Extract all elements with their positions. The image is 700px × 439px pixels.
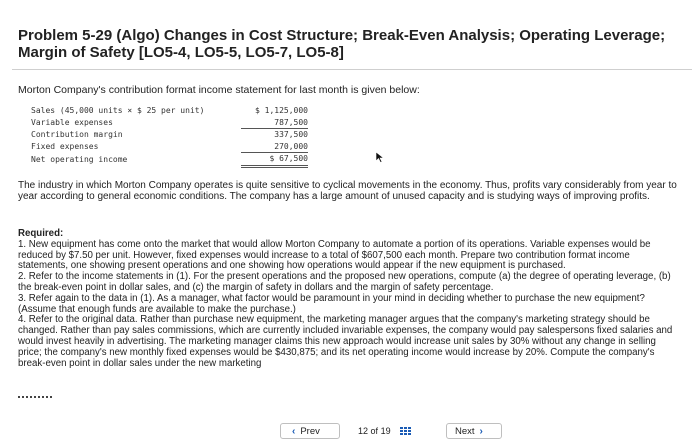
total-pages: 19: [380, 426, 391, 436]
row-label: Sales (45,000 units × $ 25 per unit): [31, 106, 205, 115]
problem-description: The industry in which Morton Company operates is quite sensitive to cyclical movements in the economy. Thus, profits vary considerably from year to year according to general economic conditions. The company has a large amount of unused capacity and is studying ways of improving profits.: [18, 180, 677, 203]
prev-button[interactable]: [280, 423, 340, 439]
next-label: Next: [455, 425, 475, 437]
divider: [12, 69, 692, 70]
statement-row-variable-expenses: [31, 117, 308, 129]
row-label: Contribution margin: [31, 129, 123, 139]
grid-icon[interactable]: [400, 427, 411, 435]
statement-row-fixed-expenses: [31, 141, 308, 153]
row-amount: 270,000: [241, 141, 308, 153]
row-amount: $ 67,500: [241, 153, 308, 167]
row-label: Fixed expenses: [31, 141, 99, 151]
mouse-pointer-icon: [375, 150, 385, 168]
of-label: of: [370, 426, 379, 436]
row-amount: 337,500: [274, 130, 308, 139]
row-label: Net operating income: [31, 154, 128, 164]
current-page: 12: [358, 426, 369, 436]
row-amount: 787,500: [241, 117, 308, 129]
statement-intro: Morton Company's contribution format income statement for last month is given below:: [18, 84, 420, 96]
required-section: [18, 229, 682, 369]
income-statement: [31, 105, 308, 168]
statement-row-net-operating-income: [31, 153, 308, 167]
chevron-right-icon: ›: [479, 425, 483, 437]
required-heading: Required:: [18, 228, 64, 239]
statement-row-contribution-margin: [31, 129, 308, 141]
prev-label: Prev: [300, 425, 320, 437]
required-item-1: 1. New equipment has come onto the market that would allow Morton Company to automate a portion of its operations. Variable expenses would be reduced by $7.50 per unit. However, fixed expenses would increase to a total of $607,500 each month. Prepare two contribution format income statements, one showing present operations and one showing how operations would appear if the new equipment is purchased.: [18, 238, 651, 272]
statement-row-sales: [31, 105, 308, 117]
problem-title: Problem 5-29 (Algo) Changes in Cost Structure; Break-Even Analysis; Operating Leverage; Margin of Safety [LO5-4, LO5-5, LO5-7, LO5-8]: [18, 27, 666, 61]
pagination-bar: [0, 419, 700, 435]
truncated-text-marker: [18, 396, 52, 401]
next-button[interactable]: [446, 423, 502, 439]
required-item-4: 4. Refer to the original data. Rather than purchase new equipment, the marketing manager argues that the company's marketing strategy should be changed. Rather than pay sales commissions, which are currently included invariable expenses, the company would pay salespersons fixed salaries and would invest heavily in advertising. The marketing manager claims this new approach would increase unit sales by 30% without any change in selling price; the company's new monthly fixed expenses would be $430,875; and its net operating income would increase by 20%. Compute the company's break-even point in dollar sales under the new marketing: [18, 314, 673, 369]
required-item-2: 2. Refer to the income statements in (1). For the present operations and the proposed new operations, compute (a) the degree of operating leverage, (b) the break-even point in dollar sales, and (c) the margin of safety in dollars and the margin of safety percentage.: [18, 271, 671, 293]
chevron-left-icon: ‹: [292, 425, 296, 437]
required-item-3: 3. Refer again to the data in (1). As a manager, what factor would be paramount in your mind in deciding whether to purchase the new equipment? (Assume that enough funds are available to make the purchase.): [18, 292, 645, 315]
row-label: Variable expenses: [31, 117, 113, 127]
row-amount: $ 1,125,000: [255, 106, 308, 115]
